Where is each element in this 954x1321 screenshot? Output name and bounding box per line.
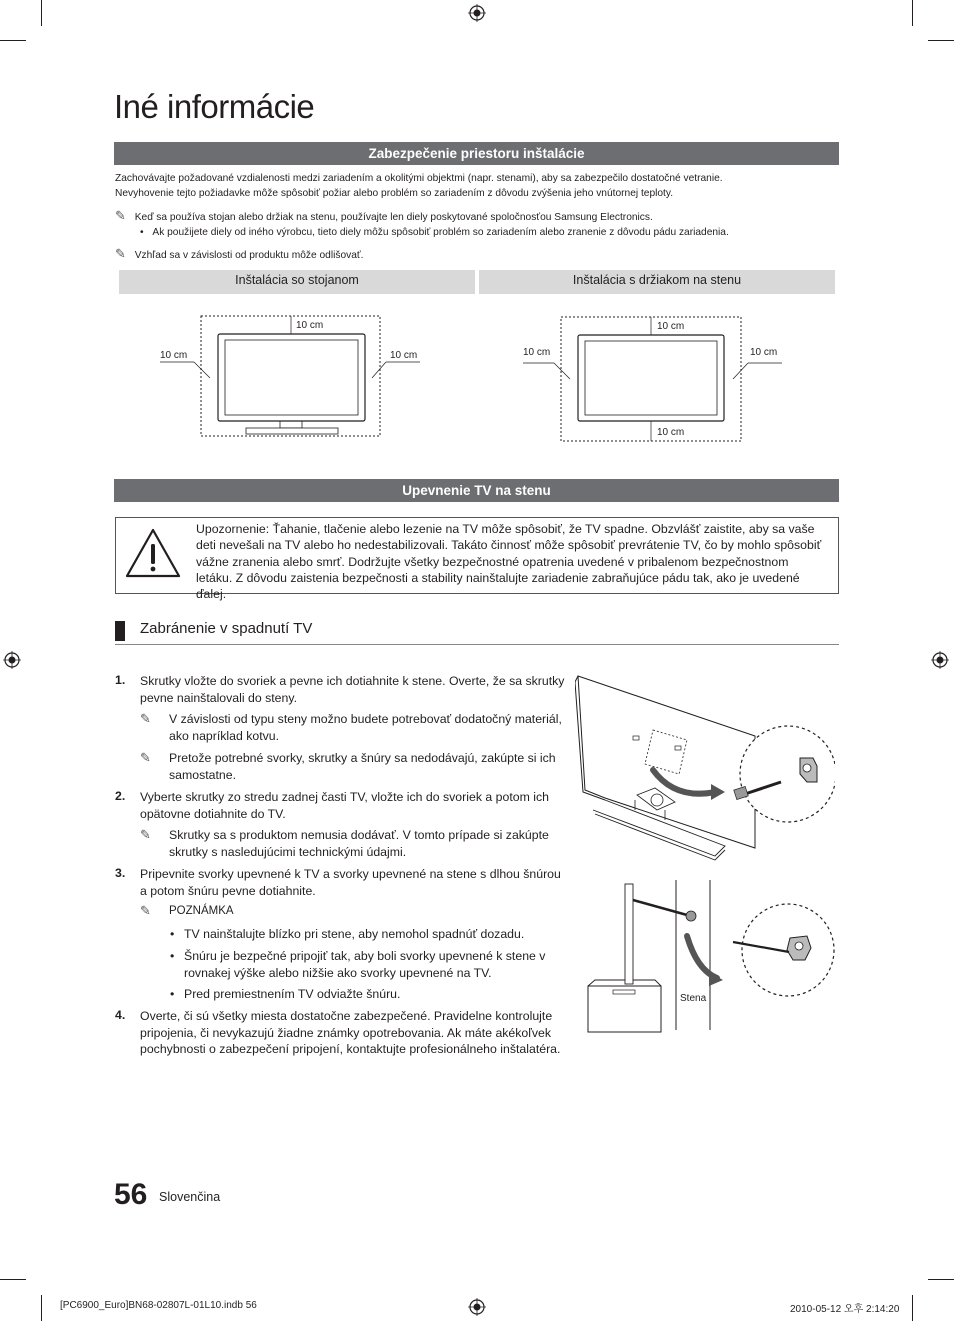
section-heading-installation-space: Zabezpečenie priestoru inštalácie (114, 142, 839, 165)
column-header-stand: Inštalácia so stojanom (119, 270, 475, 294)
crop-mark (0, 1279, 26, 1280)
step-1-text: Skrutky vložte do svoriek a pevne ich dotiahnite k stene. Overte, že sa skrutky pevne nainštalovali do steny. (140, 674, 565, 705)
step-number: 3. (115, 866, 126, 880)
tv-back-bracket-illustration (575, 670, 835, 870)
section1-note2 (115, 246, 840, 263)
note-label: POZNÁMKA (169, 905, 234, 917)
note-pencil-icon: ✎ (140, 711, 151, 726)
subsection-header (115, 620, 839, 645)
dim-label-top: 10 cm (657, 321, 685, 332)
crop-mark (0, 40, 26, 41)
page-title: Iné informácie (114, 88, 315, 125)
step-3-bullet (170, 986, 565, 1003)
dim-label-bottom: 10 cm (657, 427, 685, 438)
page-number: 56 (114, 1178, 148, 1211)
footer-timestamp: 2010-05-12 오후 2:14:20 (790, 1304, 900, 1315)
note1-text: Keď sa používa stojan alebo držiak na stenu, používajte len diely poskytované spoločnosťou Samsung Electronics. (134, 212, 653, 223)
section-marker (115, 621, 125, 641)
step-number: 4. (115, 1008, 126, 1022)
dim-label-top: 10 cm (296, 320, 324, 331)
step-4-text: Overte, či sú všetky miesta dostatočne zabezpečené. Pravidelne kontrolujte pripojenia, či nevykazujú žiadne známky opotrebovania. Ak máte akékoľvek pochybnosti o zabezpečení pripojení, kontaktujte profesionálneho inštalatéra. (140, 1009, 561, 1056)
step-2-note-1 (140, 827, 565, 860)
step-3-note-label (140, 903, 565, 920)
note-pencil-icon: ✎ (140, 827, 151, 842)
section1-bullet1 (140, 225, 840, 240)
bullet-icon: • (140, 227, 144, 238)
crop-mark (912, 1295, 913, 1321)
note-pencil-icon: ✎ (140, 903, 151, 918)
registration-mark-icon (468, 1298, 486, 1316)
bullet-text: Šnúru je bezpečné pripojiť tak, aby boli svorky upevnené k stene v rovnakej výške alebo nižšie ako svorky upevnené na TV. (184, 949, 546, 980)
step-2-text: Vyberte skrutky zo stredu zadnej časti TV, vložte ich do svoriek a potom ich opätovne dotiahnite do TV. (140, 790, 549, 821)
step-3-bullet (170, 948, 565, 981)
step-3-text: Pripevnite svorky upevnené k TV a svorky upevnené na stene s dlhou šnúrou a potom šnúru pevne dotiahnite. (140, 867, 561, 898)
dim-label-right: 10 cm (390, 350, 418, 361)
section1-para1: Zachovávajte požadované vzdialenosti medzi zariadením a okolitými objektmi (napr. stenami), aby sa zabezpečilo dostatočné vetranie. (115, 173, 723, 184)
step-number: 2. (115, 789, 126, 803)
note2-text: Vzhľad sa v závislosti od produktu môže odlišovať. (134, 250, 364, 261)
section-heading-wall-mount: Upevnenie TV na stenu (114, 479, 839, 502)
step1-note2-text: Pretože potrebné svorky, skrutky a šnúry sa nedodávajú, zakúpte si ich samostatne. (169, 751, 556, 782)
crop-mark (912, 0, 913, 26)
bullet-icon: • (170, 949, 175, 963)
step2-note1-text: Skrutky sa s produktom nemusia dodávať. V tomto prípade si zakúpte skrutky s nasledujúcimi technickými údajmi. (169, 828, 549, 859)
tv-wall-clearance-diagram (520, 312, 790, 444)
note-pencil-icon: ✎ (115, 208, 126, 223)
subsection-title: Zabránenie v spadnutí TV (140, 620, 313, 637)
warning-triangle-icon (124, 527, 182, 579)
registration-mark-icon (931, 651, 949, 669)
step-1-note-1 (140, 711, 565, 744)
section1-para2: Nevyhovenie tejto požiadavke môže spôsobiť požiar alebo problém so zariadením z dôvodu zvýšenia jeho vnútornej teploty. (115, 188, 674, 199)
bullet-icon: • (170, 927, 175, 941)
warning-label: Upozornenie (196, 522, 266, 536)
bullet-text: Pred premiestnením TV odviažte šnúru. (184, 987, 401, 1001)
column-header-wall-mount: Inštalácia s držiakom na stenu (479, 270, 835, 294)
bullet-text: TV nainštalujte blízko pri stene, aby nemohol spadnúť dozadu. (184, 927, 525, 941)
crop-mark (41, 0, 42, 26)
warning-text (196, 521, 828, 602)
step-1-note-2 (140, 750, 565, 783)
tv-stand-clearance-diagram (150, 310, 440, 440)
note-pencil-icon: ✎ (140, 750, 151, 765)
crop-mark (41, 1295, 42, 1321)
dim-label-left: 10 cm (160, 350, 188, 361)
wall-label: Stena (680, 993, 707, 1004)
step-3-bullet (170, 926, 565, 943)
bullet-icon: • (170, 987, 175, 1001)
crop-mark (928, 40, 954, 41)
registration-mark-icon (468, 4, 486, 22)
bullet1-text: Ak použijete diely od iného výrobcu, tieto diely môžu spôsobiť problém so zariadením alebo zranenie z dôvodu pádu zariadenia. (152, 227, 729, 238)
crop-mark (928, 1279, 954, 1280)
dim-label-right: 10 cm (750, 347, 778, 358)
dim-label-left: 10 cm (523, 347, 551, 358)
footer-file-info: [PC6900_Euro]BN68-02807L-01L10.indb 56 (60, 1300, 257, 1311)
note-pencil-icon: ✎ (115, 246, 126, 261)
warning-body: : Ťahanie, tlačenie alebo lezenie na TV môže spôsobiť, že TV spadne. Obzvlášť zaistite, aby sa vaše deti nevešali na TV alebo ho nedestabilizovali. Takáto činnosť môže spôsobiť prevrátenie TV, čo by mohlo spôsobiť vážne zranenia alebo smrť. Dodržujte všetky bezpečnostné opatrenia uvedené v pribalenom bezpečnostnom letáku. Z dôvodu zaistenia bezpečnosti a stability nainštalujte zariadenie zabraňujúce pádu tak, ako je uvedené ďalej. (196, 522, 822, 602)
section1-note1 (115, 208, 840, 225)
step-number: 1. (115, 673, 126, 687)
language-label: Slovenčina (159, 1190, 221, 1204)
step1-note1-text: V závislosti od typu steny možno budete potrebovať dodatočný materiál, ako napríklad kotvu. (169, 712, 562, 743)
registration-mark-icon (3, 651, 21, 669)
section1-paragraph (115, 171, 840, 201)
tv-wall-cord-illustration (585, 880, 835, 1035)
